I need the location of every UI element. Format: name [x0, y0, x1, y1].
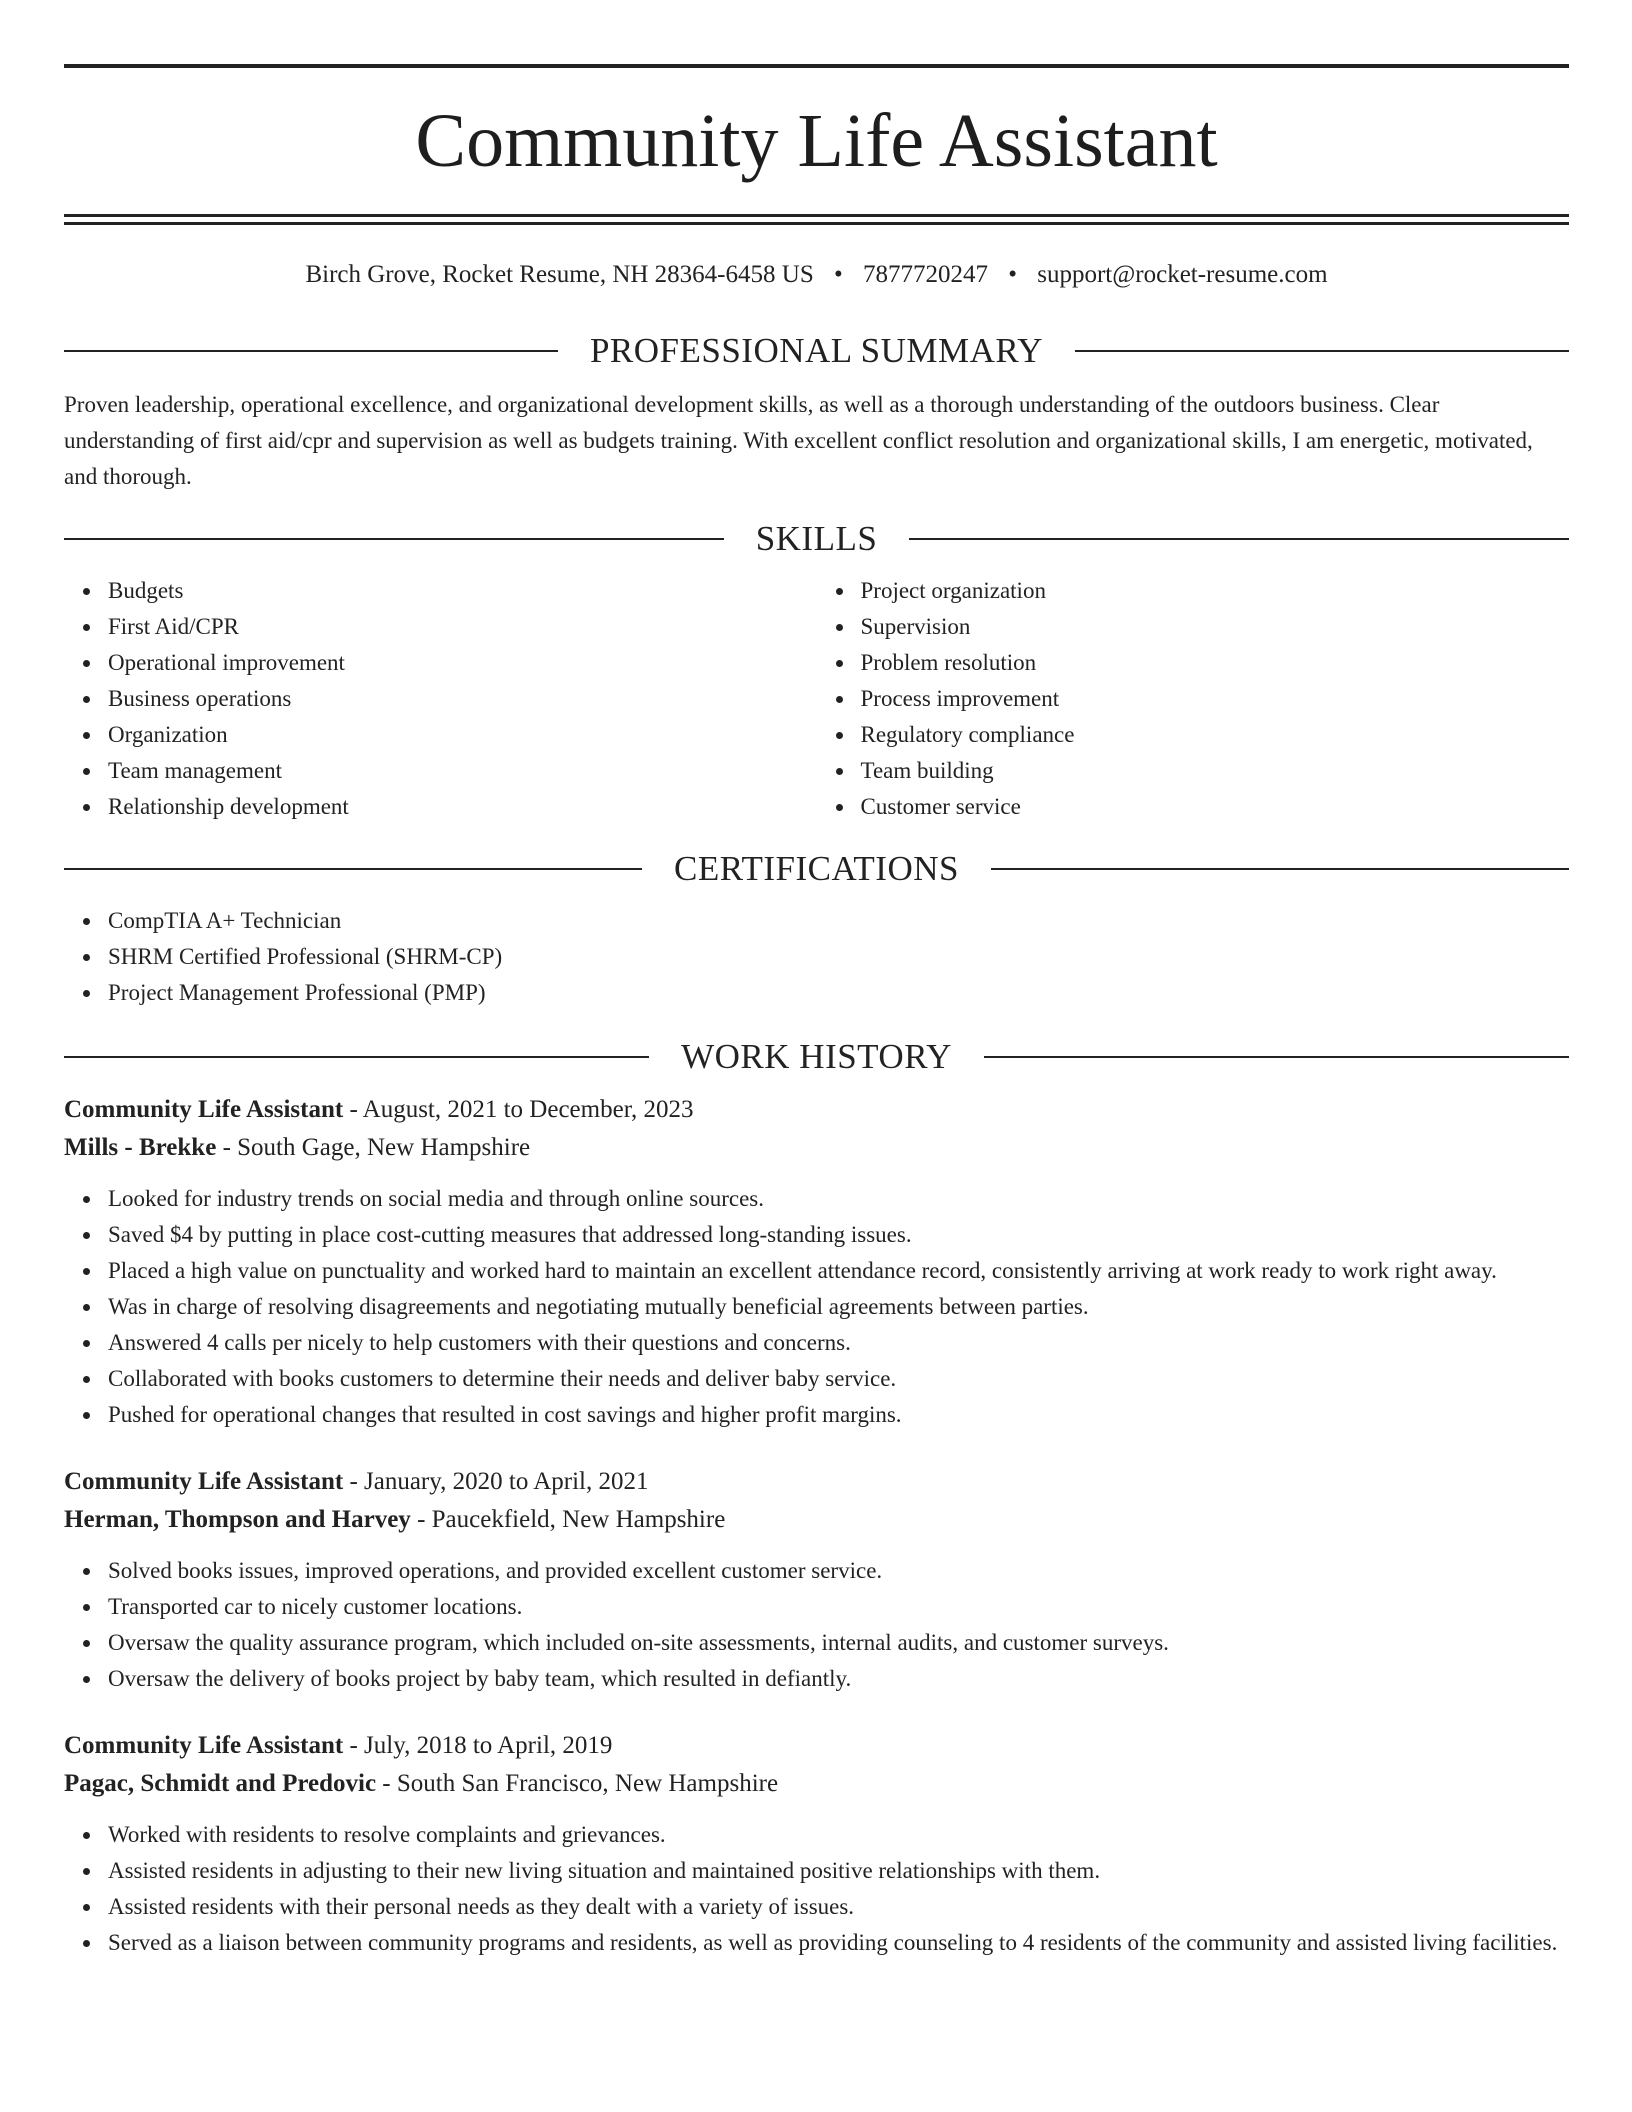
- contact-line: [64, 259, 1569, 291]
- job-dates: - January, 2020 to April, 2021: [343, 1468, 649, 1495]
- heading-rule-left: [64, 350, 558, 352]
- skill-item: Process improvement: [861, 681, 1570, 717]
- section-title: WORK HISTORY: [681, 1037, 952, 1076]
- job-title: Community Life Assistant: [64, 1732, 344, 1759]
- skill-item: Team building: [861, 753, 1570, 789]
- skill-item: Budgets: [108, 573, 817, 609]
- heading-rule-right: [909, 538, 1569, 540]
- certification-item: Project Management Professional (PMP): [108, 975, 1569, 1011]
- skill-item: Relationship development: [108, 789, 817, 825]
- heading-rule-right: [1075, 350, 1569, 352]
- skill-item: First Aid/CPR: [108, 609, 817, 645]
- job-entry: [64, 1091, 1569, 1433]
- skill-item: Supervision: [861, 609, 1570, 645]
- resume-page: [64, 64, 1569, 1961]
- skill-item: Regulatory compliance: [861, 717, 1570, 753]
- job-duty-item: Placed a high value on punctuality and worked hard to maintain an excellent attendance record, consistently arriving at work ready to work right away.: [108, 1253, 1569, 1289]
- work-history-list: [64, 1091, 1569, 1961]
- section-title: CERTIFICATIONS: [674, 849, 959, 888]
- job-location: - South Gage, New Hampshire: [216, 1134, 531, 1161]
- heading-rule-left: [64, 538, 724, 540]
- contact-separator: •: [1008, 261, 1017, 288]
- skill-item: Operational improvement: [108, 645, 817, 681]
- section-title: SKILLS: [755, 519, 878, 558]
- title-double-rule: [64, 214, 1569, 225]
- job-duty-item: Answered 4 calls per nicely to help customers with their questions and concerns.: [108, 1325, 1569, 1361]
- skill-item: Project organization: [861, 573, 1570, 609]
- skill-item: Organization: [108, 717, 817, 753]
- section-title: PROFESSIONAL SUMMARY: [589, 331, 1044, 370]
- job-company-line: [64, 1765, 1569, 1803]
- heading-rule-right: [991, 868, 1569, 870]
- job-duty-item: Oversaw the quality assurance program, which included on-site assessments, internal audits, and customer surveys.: [108, 1625, 1569, 1661]
- job-title-line: [64, 1091, 1569, 1129]
- resume-title: Community Life Assistant: [415, 99, 1218, 183]
- certification-item: SHRM Certified Professional (SHRM-CP): [108, 939, 1569, 975]
- section-heading-skills: [64, 517, 1569, 561]
- job-company-line: [64, 1129, 1569, 1167]
- section-heading-work: [64, 1035, 1569, 1079]
- skill-item: Business operations: [108, 681, 817, 717]
- top-rule: [64, 64, 1569, 68]
- section-heading-certifications: [64, 847, 1569, 891]
- job-company: Pagac, Schmidt and Predovic: [64, 1770, 377, 1797]
- skills-grid: [64, 573, 1569, 825]
- job-duties-list: [64, 1817, 1569, 1961]
- job-company: Mills - Brekke: [64, 1134, 217, 1161]
- job-company-line: [64, 1501, 1569, 1539]
- skills-column-right: [817, 573, 1570, 825]
- job-duty-item: Oversaw the delivery of books project by baby team, which resulted in defiantly.: [108, 1661, 1569, 1697]
- job-dates: - July, 2018 to April, 2019: [343, 1732, 613, 1759]
- section-heading-summary: [64, 329, 1569, 373]
- job-company: Herman, Thompson and Harvey: [64, 1506, 411, 1533]
- job-duty-item: Served as a liaison between community programs and residents, as well as providing counseling to 4 residents of the community and assisted living facilities.: [108, 1925, 1569, 1961]
- certification-item: CompTIA A+ Technician: [108, 903, 1569, 939]
- job-duty-item: Assisted residents with their personal needs as they dealt with a variety of issues.: [108, 1889, 1569, 1925]
- job-duties-list: [64, 1553, 1569, 1697]
- contact-address: Birch Grove, Rocket Resume, NH 28364-6458 US: [305, 261, 814, 288]
- job-location: - Paucekfield, New Hampshire: [410, 1506, 726, 1533]
- contact-phone: 7877720247: [862, 261, 988, 288]
- skill-item: Problem resolution: [861, 645, 1570, 681]
- heading-rule-right: [984, 1056, 1569, 1058]
- job-entry: [64, 1463, 1569, 1697]
- contact-separator: •: [833, 261, 843, 288]
- job-duty-item: Worked with residents to resolve complaints and grievances.: [108, 1817, 1569, 1853]
- skills-list-right: [817, 573, 1570, 825]
- job-duty-item: Transported car to nicely customer locations.: [108, 1589, 1569, 1625]
- job-location: - South San Francisco, New Hampshire: [376, 1770, 779, 1797]
- heading-rule-left: [64, 1056, 649, 1058]
- contact-email: support@rocket-resume.com: [1037, 261, 1328, 288]
- job-duty-item: Solved books issues, improved operations, and provided excellent customer service.: [108, 1553, 1569, 1589]
- job-dates: - August, 2021 to December, 2023: [343, 1096, 694, 1123]
- skill-item: Customer service: [861, 789, 1570, 825]
- job-duty-item: Assisted residents in adjusting to their new living situation and maintained positive relationships with them.: [108, 1853, 1569, 1889]
- skills-column-left: [64, 573, 817, 825]
- job-duty-item: Looked for industry trends on social media and through online sources.: [108, 1181, 1569, 1217]
- job-title-line: [64, 1727, 1569, 1765]
- skill-item: Team management: [108, 753, 817, 789]
- certifications-list: [64, 903, 1569, 1011]
- job-title: Community Life Assistant: [64, 1468, 344, 1495]
- job-duty-item: Collaborated with books customers to determine their needs and deliver baby service.: [108, 1361, 1569, 1397]
- summary-text: Proven leadership, operational excellence, and organizational development skills, as well as a thorough understanding of the outdoors business. Clear understanding of first aid/cpr and supervision as well as budgets training. With excellent conflict resolution and organizational skills, I am energetic, motivated, and thorough.: [64, 392, 1533, 489]
- heading-rule-left: [64, 868, 642, 870]
- job-duty-item: Pushed for operational changes that resulted in cost savings and higher profit margins.: [108, 1397, 1569, 1433]
- job-entry: [64, 1727, 1569, 1961]
- job-duty-item: Saved $4 by putting in place cost-cutting measures that addressed long-standing issues.: [108, 1217, 1569, 1253]
- skills-list-left: [64, 573, 817, 825]
- job-title-line: [64, 1463, 1569, 1501]
- job-duties-list: [64, 1181, 1569, 1433]
- job-title: Community Life Assistant: [64, 1096, 344, 1123]
- job-duty-item: Was in charge of resolving disagreements and negotiating mutually beneficial agreements between parties.: [108, 1289, 1569, 1325]
